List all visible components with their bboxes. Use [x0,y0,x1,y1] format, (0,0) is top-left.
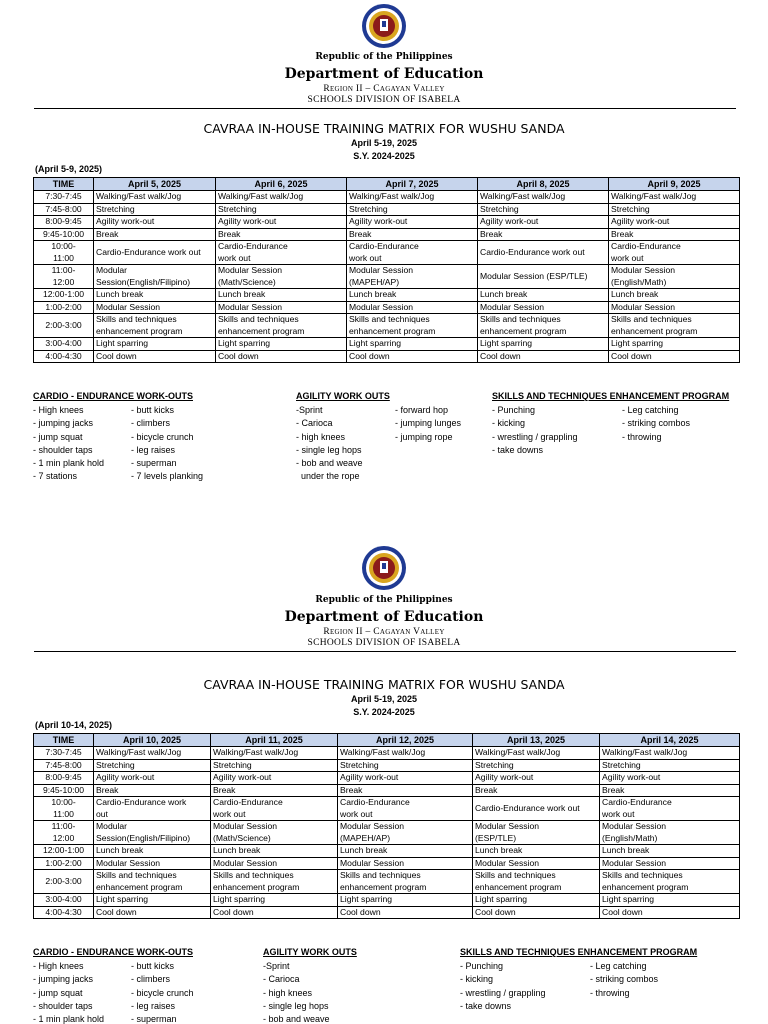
date-column-header: April 14, 2025 [600,734,740,747]
table-header-row [34,734,740,747]
agility-list-1 [263,960,330,1024]
activity-cell: Modular Session [94,301,216,314]
activity-cell: Light sparring [216,338,347,351]
activity-cell: Lunch break [347,289,478,302]
table-header-row [34,178,740,191]
skills-heading: SKILLS AND TECHNIQUES ENHANCEMENT PROGRAM [492,391,730,401]
list-item: - superman [131,458,177,469]
activity-cell: Modular Session [478,301,609,314]
activity-cell: Cool down [609,350,740,363]
matrix-title: CAVRAA IN-HOUSE TRAINING MATRIX FOR WUSHU SANDA [203,121,565,136]
activity-cell: Modular Session (English/Math) [609,265,740,289]
list-item: - wrestling / grappling [492,431,578,442]
table-row [34,265,740,289]
activity-cell: Stretching [94,759,211,772]
time-cell: 7:45-8:00 [34,759,94,772]
list-item: - butt kicks [131,405,175,415]
activity-cell: Agility work-out [347,216,478,229]
time-cell: 3:00-4:00 [34,338,94,351]
activity-cell: Skills and techniques enhancement program [94,314,216,338]
list-item: - bob and weave [296,458,363,469]
date-column-header: April 9, 2025 [609,178,740,191]
list-item: - 7 levels planking [131,471,204,482]
activity-cell: Cardio-Endurance work out [609,241,740,265]
activity-cell: Cardio-Endurance work out [211,797,338,821]
republic-line: Republic of the Philippines [315,595,453,605]
region-line: Region II – Cagayan Valley [323,627,445,637]
activity-cell: Modular Session [94,857,211,870]
table-row [34,203,740,216]
activity-cell: Cardio-Endurance work out [216,241,347,265]
school-year: S.Y. 2024-2025 [353,151,415,161]
date-column-header: April 12, 2025 [338,734,473,747]
activity-cell: Skills and techniques enhancement program [473,870,600,894]
activity-cell: Cool down [216,350,347,363]
activity-cell: Cardio-Endurance work out [473,797,600,821]
activity-cell: Stretching [338,759,473,772]
activity-cell: Walking/Fast walk/Jog [478,191,609,204]
agility-list-2 [395,404,461,444]
activity-cell: Modular Session (Math/Science) [216,265,347,289]
skills-heading: SKILLS AND TECHNIQUES ENHANCEMENT PROGRAM [460,947,698,957]
activity-cell: Break [347,228,478,241]
time-column-header: TIME [34,734,94,747]
list-item: - High knees [33,405,84,415]
activity-cell: Cool down [94,350,216,363]
department-name: Department of Education [284,609,484,625]
list-item: - bicycle crunch [131,431,194,442]
activity-cell: Modular Session [216,301,347,314]
time-cell: 7:30-7:45 [34,747,94,760]
time-column-header: TIME [34,178,94,191]
agility-list-1 [296,404,363,484]
activity-cell: Cool down [473,906,600,919]
table-row [34,797,740,821]
activity-cell: Cool down [600,906,740,919]
time-cell: 11:00- 12:00 [34,821,94,845]
table-row [34,289,740,302]
activity-cell: Break [94,784,211,797]
table-row [34,338,740,351]
workout-lists [0,390,768,490]
list-item: - leg raises [131,444,176,455]
cardio-heading: CARDIO - ENDURANCE WORK-OUTS [33,947,193,957]
activity-cell: Stretching [216,203,347,216]
schedule-table [33,733,740,919]
activity-cell: Light sparring [609,338,740,351]
skills-list-2 [590,960,658,1000]
activity-cell: Cardio-Endurance work out [94,241,216,265]
activity-cell: Modular Session (ESP/TLE) [473,821,600,845]
activity-cell: Light sparring [600,894,740,907]
activity-cell: Skills and techniques enhancement program [338,870,473,894]
matrix-dates: April 5-19, 2025 [350,138,418,148]
time-cell: 4:00-4:30 [34,906,94,919]
activity-cell: Skills and techniques enhancement program [600,870,740,894]
time-cell: 8:00-9:45 [34,216,94,229]
activity-cell: Agility work-out [338,772,473,785]
activity-cell: Modular Session (ESP/TLE) [478,265,609,289]
activity-cell: Agility work-out [473,772,600,785]
table-row [34,857,740,870]
list-item: - single leg hops [296,444,362,455]
activity-cell: Skills and techniques enhancement program [347,314,478,338]
time-cell: 10:00- 11:00 [34,797,94,821]
activity-cell: Agility work-out [216,216,347,229]
list-item: - climbers [131,418,171,429]
skills-list-2 [622,404,690,444]
time-cell: 3:00-4:00 [34,894,94,907]
list-item: - jumping jacks [33,974,94,985]
list-item: - Carioca [296,418,333,429]
cardio-list-1 [33,404,104,484]
activity-cell: Agility work-out [609,216,740,229]
activity-cell: Light sparring [478,338,609,351]
activity-cell: Stretching [473,759,600,772]
activity-cell: Lunch break [94,845,211,858]
activity-cell: Skills and techniques enhancement program [609,314,740,338]
list-item: - jumping rope [395,431,453,442]
activity-cell: Modular Session(English/Filipino) [94,265,216,289]
week-range: (April 5-9, 2025) [35,164,103,174]
activity-cell: Modular Session [338,857,473,870]
activity-cell: Walking/Fast walk/Jog [94,191,216,204]
activity-cell: Walking/Fast walk/Jog [347,191,478,204]
activity-cell: Agility work-out [94,216,216,229]
table-row [34,772,740,785]
list-item: - forward hop [395,405,449,415]
table-row [34,894,740,907]
list-item: - 1 min plank hold [33,458,105,469]
table-row [34,241,740,265]
activity-cell: Skills and techniques enhancement program [478,314,609,338]
activity-cell: Break [216,228,347,241]
date-column-header: April 5, 2025 [94,178,216,191]
time-cell: 7:30-7:45 [34,191,94,204]
time-cell: 1:00-2:00 [34,301,94,314]
list-item: -Sprint [263,961,290,971]
schedule-table [33,177,740,363]
date-column-header: April 6, 2025 [216,178,347,191]
activity-cell: Cool down [94,906,211,919]
activity-cell: Break [600,784,740,797]
activity-cell: Stretching [347,203,478,216]
activity-cell: Walking/Fast walk/Jog [211,747,338,760]
activity-cell: Walking/Fast walk/Jog [473,747,600,760]
list-item: - striking combos [622,418,691,429]
activity-cell: Stretching [600,759,740,772]
activity-cell: Walking/Fast walk/Jog [216,191,347,204]
time-cell: 2:00-3:00 [34,870,94,894]
list-item: - throwing [622,431,662,442]
activity-cell: Lunch break [94,289,216,302]
list-item: - striking combos [590,974,659,985]
activity-cell: Walking/Fast walk/Jog [600,747,740,760]
list-item: - bob and weave [263,1014,330,1024]
list-item: - Leg catching [622,405,679,415]
time-cell: 7:45-8:00 [34,203,94,216]
table-row [34,821,740,845]
list-item: - jump squat [33,987,83,998]
table-row [34,759,740,772]
list-item: - Punching [492,405,536,415]
time-cell: 1:00-2:00 [34,857,94,870]
time-cell: 12:00-1:00 [34,845,94,858]
list-item: - 1 min plank hold [33,1014,105,1024]
department-name: Department of Education [284,66,484,82]
matrix-dates: April 5-19, 2025 [350,694,418,704]
activity-cell: Lunch break [216,289,347,302]
activity-cell: Stretching [478,203,609,216]
activity-cell: Light sparring [211,894,338,907]
activity-cell: Modular Session(English/Filipino) [94,821,211,845]
activity-cell: Lunch break [609,289,740,302]
activity-cell: Break [473,784,600,797]
activity-cell: Modular Session (MAPEH/AP) [347,265,478,289]
list-item: - high knees [296,431,346,442]
activity-cell: Lunch break [211,845,338,858]
list-item: - take downs [460,1000,512,1011]
activity-cell: Modular Session [609,301,740,314]
list-item: - single leg hops [263,1000,329,1011]
table-row [34,784,740,797]
time-cell: 10:00- 11:00 [34,241,94,265]
activity-cell: Lunch break [478,289,609,302]
activity-cell: Break [609,228,740,241]
activity-cell: Walking/Fast walk/Jog [94,747,211,760]
school-year: S.Y. 2024-2025 [353,707,415,717]
activity-cell: Modular Session [600,857,740,870]
header-rule [34,108,736,109]
list-item: - jumping jacks [33,418,94,429]
week-range: (April 10-14, 2025) [35,720,113,730]
list-item: - bicycle crunch [131,987,194,998]
activity-cell: Walking/Fast walk/Jog [338,747,473,760]
table-row [34,350,740,363]
list-item: - jump squat [33,431,83,442]
activity-cell: Cardio-Endurance work out [338,797,473,821]
activity-cell: Agility work-out [211,772,338,785]
list-item: - kicking [460,974,494,985]
time-cell: 9:45-10:00 [34,784,94,797]
activity-cell: Break [478,228,609,241]
activity-cell: Modular Session [473,857,600,870]
cardio-list-2 [131,960,194,1024]
list-item: -Sprint [296,405,323,415]
activity-cell: Modular Session (Math/Science) [211,821,338,845]
list-item: - 7 stations [33,471,78,482]
activity-cell: Modular Session (MAPEH/AP) [338,821,473,845]
activity-cell: Light sparring [473,894,600,907]
activity-cell: Break [338,784,473,797]
date-column-header: April 7, 2025 [347,178,478,191]
cardio-list-2 [131,404,203,484]
activity-cell: Light sparring [338,894,473,907]
date-column-header: April 8, 2025 [478,178,609,191]
activity-cell: Cool down [347,350,478,363]
activity-cell: Lunch break [473,845,600,858]
activity-cell: Skills and techniques enhancement program [216,314,347,338]
agility-heading: AGILITY WORK OUTS [296,391,390,401]
header-rule [34,651,736,652]
activity-cell: Break [94,228,216,241]
activity-cell: Agility work-out [94,772,211,785]
list-item: - high knees [263,987,313,998]
activity-cell: Stretching [94,203,216,216]
time-cell: 11:00- 12:00 [34,265,94,289]
table-row [34,314,740,338]
division-line: SCHOOLS DIVISION OF ISABELA [307,95,461,105]
table-row [34,906,740,919]
time-cell: 2:00-3:00 [34,314,94,338]
list-item: - Leg catching [590,961,647,971]
date-column-header: April 13, 2025 [473,734,600,747]
activity-cell: Cool down [211,906,338,919]
activity-cell: Cardio-Endurance work out [347,241,478,265]
activity-cell: Modular Session [347,301,478,314]
list-item: - Carioca [263,974,300,985]
division-line: SCHOOLS DIVISION OF ISABELA [307,638,461,648]
activity-cell: Cardio-Endurance work out [478,241,609,265]
cardio-list-1 [33,960,104,1024]
republic-line: Republic of the Philippines [315,52,453,62]
list-item: - shoulder taps [33,1000,93,1011]
agility-heading: AGILITY WORK OUTS [263,947,357,957]
list-item: - shoulder taps [33,444,93,455]
time-cell: 9:45-10:00 [34,228,94,241]
region-line: Region II – Cagayan Valley [323,84,445,94]
list-item: - climbers [131,974,171,985]
list-item: - wrestling / grappling [460,987,546,998]
activity-cell: Light sparring [94,338,216,351]
list-item: - High knees [33,961,84,971]
table-row [34,216,740,229]
deped-seal-icon [361,3,407,49]
list-item: - take downs [492,444,544,455]
activity-cell: Skills and techniques enhancement program [211,870,338,894]
activity-cell: Cool down [478,350,609,363]
date-column-header: April 10, 2025 [94,734,211,747]
activity-cell: Light sparring [94,894,211,907]
list-item: under the rope [296,471,360,482]
list-item: - Punching [460,961,504,971]
date-column-header: April 11, 2025 [211,734,338,747]
activity-cell: Skills and techniques enhancement program [94,870,211,894]
activity-cell: Stretching [609,203,740,216]
matrix-title: CAVRAA IN-HOUSE TRAINING MATRIX FOR WUSHU SANDA [203,677,565,692]
table-row [34,845,740,858]
activity-cell: Stretching [211,759,338,772]
activity-cell: Lunch break [600,845,740,858]
table-row [34,228,740,241]
deped-seal-icon [361,545,407,591]
skills-list-1 [460,960,546,1013]
list-item: - jumping lunges [395,418,462,429]
activity-cell: Light sparring [347,338,478,351]
activity-cell: Walking/Fast walk/Jog [609,191,740,204]
workout-lists [0,946,768,1024]
table-row [34,191,740,204]
table-row [34,870,740,894]
time-cell: 8:00-9:45 [34,772,94,785]
list-item: - leg raises [131,1000,176,1011]
activity-cell: Agility work-out [600,772,740,785]
activity-cell: Modular Session (English/Math) [600,821,740,845]
list-item: - kicking [492,418,526,429]
page-2 [0,543,768,1024]
skills-list-1 [492,404,578,457]
cardio-heading: CARDIO - ENDURANCE WORK-OUTS [33,391,193,401]
list-item: - butt kicks [131,961,175,971]
time-cell: 12:00-1:00 [34,289,94,302]
activity-cell: Lunch break [338,845,473,858]
table-row [34,747,740,760]
activity-cell: Cardio-Endurance work out [600,797,740,821]
activity-cell: Modular Session [211,857,338,870]
activity-cell: Cool down [338,906,473,919]
activity-cell: Agility work-out [478,216,609,229]
list-item: - superman [131,1014,177,1024]
time-cell: 4:00-4:30 [34,350,94,363]
list-item: - throwing [590,987,630,998]
activity-cell: Cardio-Endurance work out [94,797,211,821]
table-row [34,301,740,314]
activity-cell: Break [211,784,338,797]
